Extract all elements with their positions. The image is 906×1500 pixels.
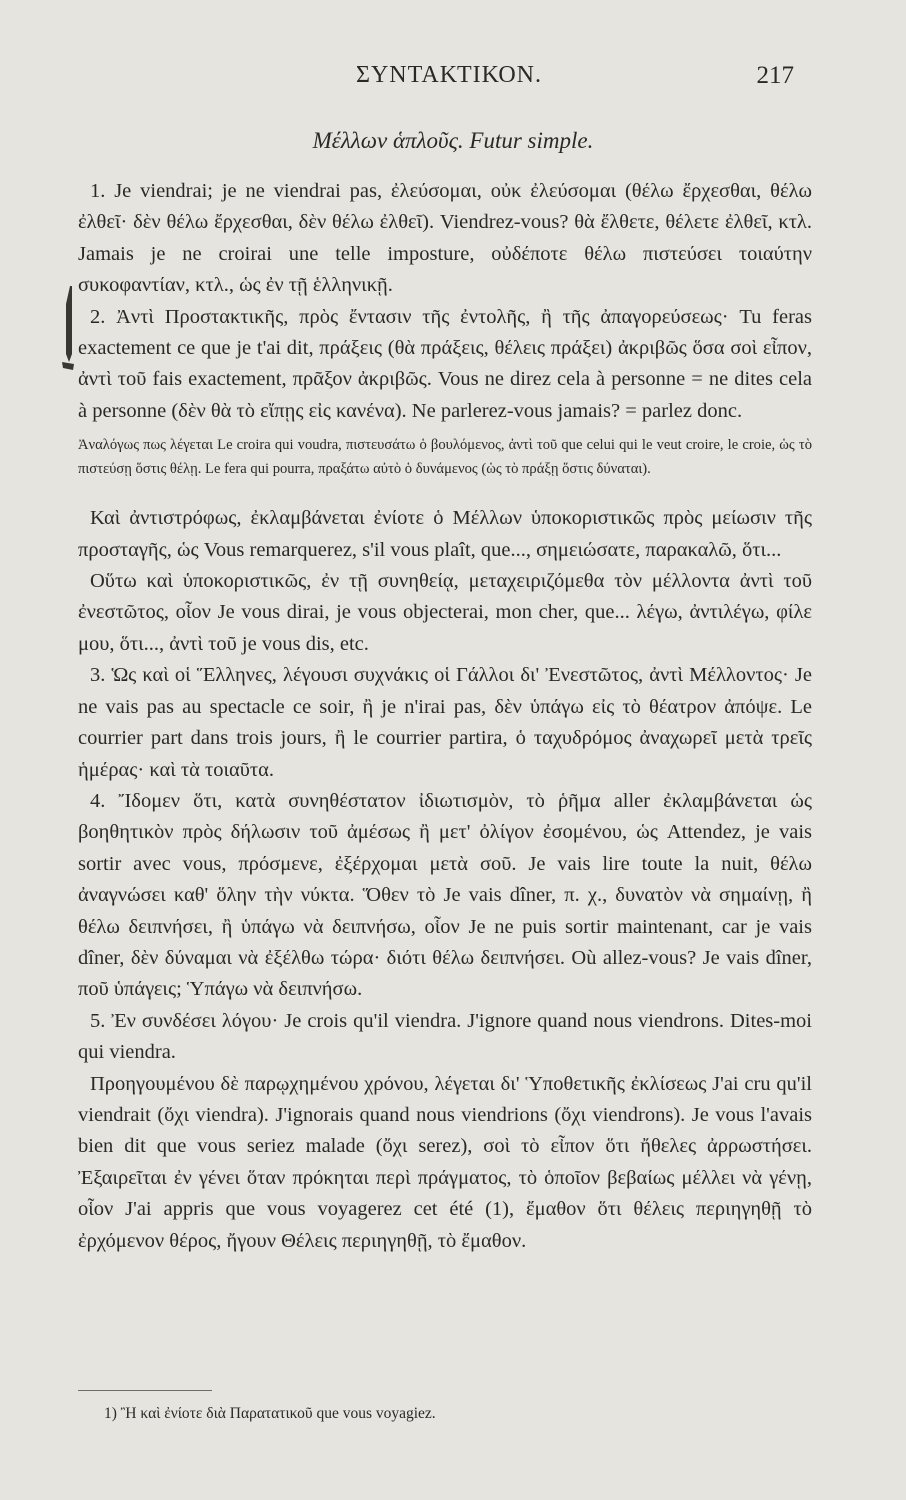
paragraph-3: Καὶ ἀντιστρόφως, ἐκλαμβάνεται ἐνίοτε ὁ Μέλλων ὑποκοριστικῶς πρὸς μείωσιν τῆς προσταγῆς, ὡς Vous remarquerez, s'il vous plaît, que..., σημειώσατε, παρακαλῶ, ὅτι... <box>78 507 812 561</box>
footnote: 1) Ἢ καὶ ἐνίοτε διὰ Παρατατικοῦ que vous voyagiez. <box>104 1405 436 1422</box>
body-text <box>78 176 812 1257</box>
page-number: 217 <box>756 62 794 89</box>
paragraph-8: Προηγουμένου δὲ παρῳχημένου χρόνου, λέγεται δι' Ὑποθετικῆς ἐκλίσεως J'ai cru qu'il viendrait (ὄχι viendra). J'ignorais quand nous viendrions (ὄχι viendrons). Je vous l'avais bien dit que vous seriez malade (ὄχι serez), σοὶ τὸ εἶπον ὅτι ἤθελες ἀρρωστήσει. Ἐξαιρεῖται ἐν γένει ὅταν πρόκηται περὶ πράγματος, τὸ ὁποῖον βεβαίως μέλλει νὰ γένῃ, οἷον J'ai appris que vous voyagerez cet été (1), ἔμαθον ὅτι θέλεις περιηγηθῇ τὸ ἐρχόμενον θέρος, ἤγουν Θέλεις περιηγηθῇ, τὸ ἔμαθον. <box>78 1072 812 1252</box>
paragraph-note: Ἀναλόγως πως λέγεται Le croira qui voudra, πιστευσάτω ὁ βουλόμενος, ἀντὶ τοῦ que celui qui le veut croire, le croie, ὡς τὸ πιστεύσῃ ὅστις θέλῃ. Le fera qui pourra, πραξάτω αὐτὸ ὁ δυνάμενος (ὡς τὸ πράξῃ ὅστις δύναται). <box>78 437 812 478</box>
paragraph-6: 4. Ἴδομεν ὅτι, κατὰ συνηθέστατον ἰδιωτισμὸν, τὸ ῥῆμα aller ἐκλαμβάνεται ὡς βοηθητικὸν πρὸς δήλωσιν τοῦ ἀμέσως ἢ μετ' ὀλίγον ἐσομένου, ὡς Attendez, je vais sortir avec vous, πρόσμενε, ἐξέρχομαι μετὰ σοῦ. Je vais lire toute la nuit, θέλω ἀναγνώσει καθ' ὅλην τὴν νύκτα. Ὅθεν τὸ Je vais dîner, π. χ., δυνατὸν νὰ σημαίνῃ, ἢ θέλω δειπνήσει, ἢ ὑπάγω νὰ δειπνήσω, οἷον Je ne puis sortir maintenant, car je vais dîner, δὲν δύναμαι νὰ ἐξέλθω τώρα· διότι θέλω δειπνήσει. Où allez-vous? Je vais dîner, ποῦ ὑπάγεις; Ὑπάγω νὰ δειπνήσω. <box>78 789 812 1001</box>
section-heading: Μέλλων ἁπλοῦς. Futur simple. <box>312 128 594 153</box>
footnote-rule <box>78 1390 212 1391</box>
paragraph-5: 3. Ὡς καὶ οἱ Ἕλληνες, λέγουσι συχνάκις οἱ Γάλλοι δι' Ἐνεστῶτος, ἀντὶ Μέλλοντος· Je ne vais pas au spectacle ce soir, ἢ je n'irai pas, δὲν ὑπάγω εἰς τὸ θέατρον ἀπόψε. Le courrier part dans trois jours, ἢ le courrier partira, ὁ ταχυδρόμος ἀναχωρεῖ μετὰ τρεῖς ἡμέρας· καὶ τὰ τοιαῦτα. <box>78 664 812 781</box>
running-title: ΣΥΝΤΑΚΤΙΚΟΝ. <box>356 62 542 88</box>
paragraph-7: 5. Ἐν συνδέσει λόγου· Je crois qu'il viendra. J'ignore quand nous viendrons. Dites-moi qui viendra. <box>78 1009 812 1064</box>
paragraph-2: 2. Ἀντὶ Προστακτικῆς, πρὸς ἔντασιν τῆς ἐντολῆς, ἢ τῆς ἀπαγορεύσεως· Tu feras exactement ce que je t'ai dit, πράξεις (θὰ πράξεις, θέλεις πράξει) ἀκριβῶς ὅσα σοὶ εἶπον, ἀντὶ τοῦ fais exactement, πρᾶξον ἀκριβῶς. Vous ne direz cela à personne = ne dites cela à personne (δὲν θὰ τὸ εἴπῃς εἰς κανένα). Ne parlerez-vous jamais? = parlez donc. <box>78 305 812 422</box>
margin-ink-mark-icon <box>60 284 76 378</box>
paragraph-4: Οὕτω καὶ ὑποκοριστικῶς, ἐν τῇ συνηθείᾳ, μεταχειριζόμεθα τὸν μέλλοντα ἀντὶ τοῦ ἐνεστῶτος, οἷον Je vous dirai, je vous objecterai, mon cher, que... λέγω, ἀντιλέγω, φίλε μου, ὅτι..., ἀντὶ τοῦ je vous dis, etc. <box>78 570 812 655</box>
page-header <box>0 62 906 96</box>
paragraph-1: 1. Je viendrai; je ne viendrai pas, ἐλεύσομαι, οὐκ ἐλεύσομαι (θέλω ἔρχεσθαι, θέλω ἐλθεῖ· δὲν θέλω ἔρχεσθαι, δὲν θέλω ἐλθεῖ). Viendrez-vous? θὰ ἔλθετε, θέλετε ἐλθεῖ, κτλ. Jamais je ne croirai une telle imposture, οὐδέποτε θέλω πιστεύσει τοιαύτην συκοφαντίαν, κτλ., ὡς ἐν τῇ ἑλληνικῇ. <box>78 180 812 297</box>
